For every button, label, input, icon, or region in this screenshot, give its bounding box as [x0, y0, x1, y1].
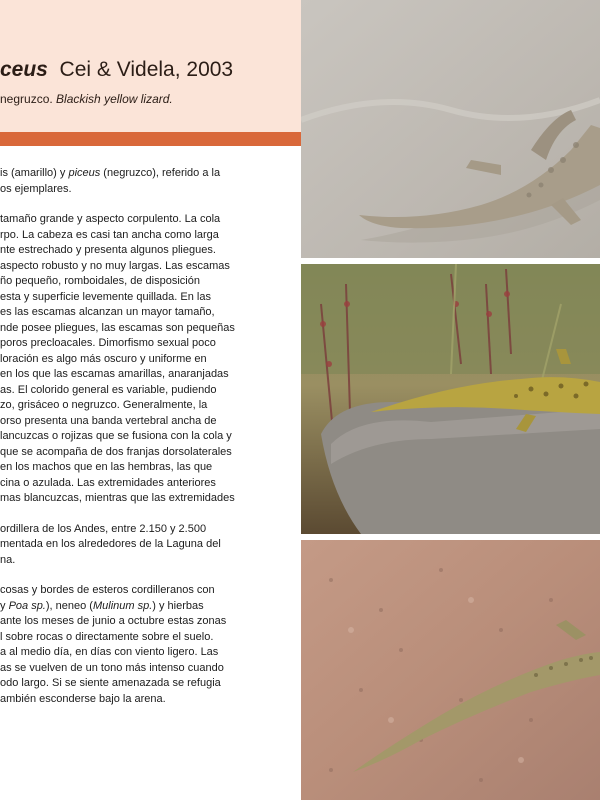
- paragraph-description: tamaño grande y aspecto corpulento. La cola rpo. La cabeza es casi tan ancha como larga nte estrechado y presenta algunos pliegues. aspecto robusto y no muy largas. Las escamas ño pequeño, romboidales, de disposición esta y superficie levemente quillada. En las es las escamas alcanzan un mayor tamaño, nde posee pliegues, las escamas son pequeñas poros precloacales. Dimorfismo sexual poco loración es algo más oscuro y uniforme en en los que las escamas amarillas, anaranjadas as. El colorido general es variable, pudiendo zo, grisáceo o negruzco. Generalmente, la orso presenta una banda vertebral ancha de lancuzcas o rojizas que se fusiona con la cola y que se acompaña de dos franjas dorsolaterales en los machos que en las hembras, las que cina o azulada. Las extremidades anteriores mas blancuzcas, mientras que las extremidades: [0, 213, 235, 504]
- photo-1-image: [301, 0, 600, 258]
- common-name-en: Blackish yellow lizard.: [56, 92, 173, 106]
- habitat-text-b: ), neneo (: [45, 599, 93, 612]
- etymology-text-b: (negruzco), referido a la os ejemplares.: [0, 167, 221, 195]
- body-text: [0, 166, 258, 722]
- photo-lizard-pink-granite: [301, 540, 600, 800]
- title-scientific-name: ceus: [0, 58, 48, 81]
- habitat-italic-mulinum: Mulinum sp.: [92, 599, 153, 612]
- habitat-text-c: ) y hierbas ante los meses de junio a octubre estas zonas l sobre rocas o directamente sobre el suelo. a al medio día, en días con viento ligero. Las as se vuelven de un tono más intenso cuando odo largo. Si se siente amenazada se refugia ambién esconderse bajo la arena.: [0, 599, 227, 705]
- photo-2-image: [301, 264, 600, 534]
- header-accent-strip: [0, 132, 301, 146]
- title-author: Cei & Videla, 2003: [59, 58, 234, 81]
- paragraph-habitat: [0, 583, 258, 707]
- etymology-text-a: is (amarillo) y: [0, 167, 69, 179]
- paragraph-etymology: [0, 166, 258, 197]
- photo-lizard-on-rock: [301, 264, 600, 534]
- habitat-italic-poa: Poa sp.: [8, 599, 46, 612]
- photo-3-image: [301, 540, 600, 800]
- paragraph-distribution: ordillera de los Andes, entre 2.150 y 2.500 mentada en los alrededores de la Laguna del na.: [0, 522, 221, 566]
- etymology-italic: piceus: [68, 167, 101, 179]
- common-name-es: negruzco.: [0, 92, 53, 106]
- species-title: [0, 58, 300, 82]
- photo-lizard-gray-ground: [301, 0, 600, 258]
- common-names: [0, 92, 300, 106]
- habitat-text-a: cosas y bordes de esteros cordilleranos con y: [0, 584, 215, 612]
